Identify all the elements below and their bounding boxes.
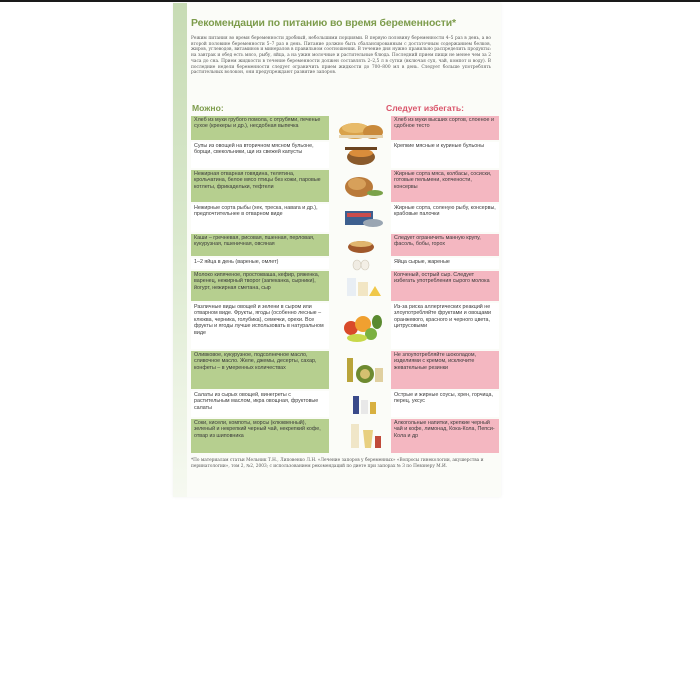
avoid-cell: Жирные сорта мяса, колбасы, сосиски, готовые пельмени, копчености, консервы [391,170,499,202]
avoid-cell: Острые и жирные соусы, хрен, горчица, перец, уксус [391,391,499,417]
fish-tin-icon [333,205,389,231]
soup-pot-icon [333,143,389,167]
avoid-cell: Крепкие мясные и куриные бульоны [391,142,499,168]
allowed-cell: 1–2 яйца в день (вареные, омлет) [191,258,329,269]
diet-row-soup [191,141,499,169]
diet-row-oils-sweets [191,350,499,390]
allowed-cell: Салаты из сырых овощей, винегреты с растительным маслом, икра овощная, фруктовые салаты [191,391,329,417]
diet-row-bread [191,115,499,141]
diet-row-fruits-vegetables [191,302,499,350]
diet-row-drinks [191,418,499,454]
avoid-cell: Алкогольные напитки, крепкие черный чай и кофе, лимонад, Кока-Кола, Пепси-Кола и др [391,419,499,453]
allowed-cell: Супы из овощей на вторичном мясном бульоне, борщи, свекольники, щи из свежей капусты [191,142,329,168]
porridge-bowl-icon [333,235,389,255]
allowed-cell: Оливковое, кукурузное, подсолнечное масло, сливочное масло. Желе, джемы, десерты, сахар, конфеты – в умеренных количествах [191,351,329,389]
document-title: Рекомендации по питанию во время беременности* [191,18,456,29]
drinks-icon [333,420,389,452]
diet-row-meat [191,169,499,203]
document-sheet [173,3,501,497]
fruits-vegetables-icon [333,304,389,348]
diet-row-dairy [191,270,499,302]
diet-row-eggs [191,257,499,270]
allowed-heading: Можно: [192,103,224,113]
diet-row-porridge [191,233,499,257]
intro-paragraph: Режим питания во время беременности дробный, небольшими порциями. В первую половину беременности 4–5 раз в день, а во второй половине беременности 5–7 раз в день. Питание должно быть сбалансированным с достаточным содержанием белков, жиров, углеводов, витаминов и минералов в правильном соотношении. В течение дня нужно правильно распределить продукты: на завтрак и обед есть мясо, рыбу, яйца, а на ужин молочные и растительные блюда. Последний прием пищи не менее чем за 2 часа до сна. Прием жидкости в течение беременности должен составлять 2–2,5 л в сутки (включая суп, чай, компот и воду). В последние недели беременности следует ограничить прием жидкости до 700–800 мл в день. Следует больше употреблять растительных волокон, они предупреждают развитие запоров. [191,36,491,76]
allowed-cell: Каши – гречневая, рисовая, пшенная, перловая, кукурузная, пшеничная, овсяная [191,234,329,256]
avoid-cell: Копченый, острый сыр. Следует избегать употребления сырого молока [391,271,499,301]
scan-top-edge-line [0,0,700,2]
green-margin-strip [173,3,187,497]
avoid-heading: Следует избегать: [386,103,464,113]
roast-chicken-icon [333,171,389,201]
avoid-cell: Следует ограничить манную крупу, фасоль, бобы, горох [391,234,499,256]
avoid-cell: Из-за риска аллергических реакций не злоупотребляйте фруктами и овощами оранжевого, красного и черного цвета, цитрусовыми [391,303,499,349]
allowed-cell: Нежирные сорта рыбы (хек, треска, навага и др.), предпочтительнее в отварном виде [191,204,329,232]
sauce-bottles-icon [333,392,389,418]
oil-sweets-icon [333,352,389,388]
allowed-cell: Молоко кипяченое, простокваша, кефир, ряженка, варенец, нежирный творог (запеканка, сырники), йогурт, нежирная сметана, сыр [191,271,329,301]
allowed-cell: Нежирная отварная говядина, телятина, крольчатина, белое мясо птицы без кожи, паровые котлеты, фрикадельки, тефтели [191,170,329,202]
allowed-cell: Соки, кисели, компоты, морсы (клюквенный), зеленый и некрепкий черный чай, некрепкий кофе, отвар из шиповника [191,419,329,453]
bread-icon [333,117,389,141]
avoid-cell: Хлеб из муки высших сортов, слоеное и сдобное тесто [391,116,499,140]
diet-row-fish [191,203,499,233]
allowed-cell: Хлеб из муки грубого помола, с отрубями, печенье сухое (крекеры и др.), несдобная выпечка [191,116,329,140]
avoid-cell: Яйца сырые, жареные [391,258,499,269]
dairy-products-icon [333,272,389,300]
allowed-cell: Различные виды овощей и зелени в сыром или отварном виде. Фрукты, ягоды (особенно лесные – клюква, черника, голубика), семечки, орехи. Все фрукты и ягоды лучше использовать в натуральном виде [191,303,329,349]
footnote: *По материалам статьи Мельник Т.Н., Липовенко Л.Н. «Лечение запоров у беременных» «Вопросы гинекологии, акушерства и перинатологии», том 2, №2, 2003; с использованием рекомендаций по диете при запорах № 3 по Певзнеру М.И. [191,458,484,469]
avoid-cell: Жирные сорта, соленую рыбу, консервы, крабовые палочки [391,204,499,232]
diet-row-salads-sauces [191,390,499,418]
avoid-cell: Не злоупотребляйте шоколадом, изделиями с кремом, исключите жевательные резинки [391,351,499,389]
